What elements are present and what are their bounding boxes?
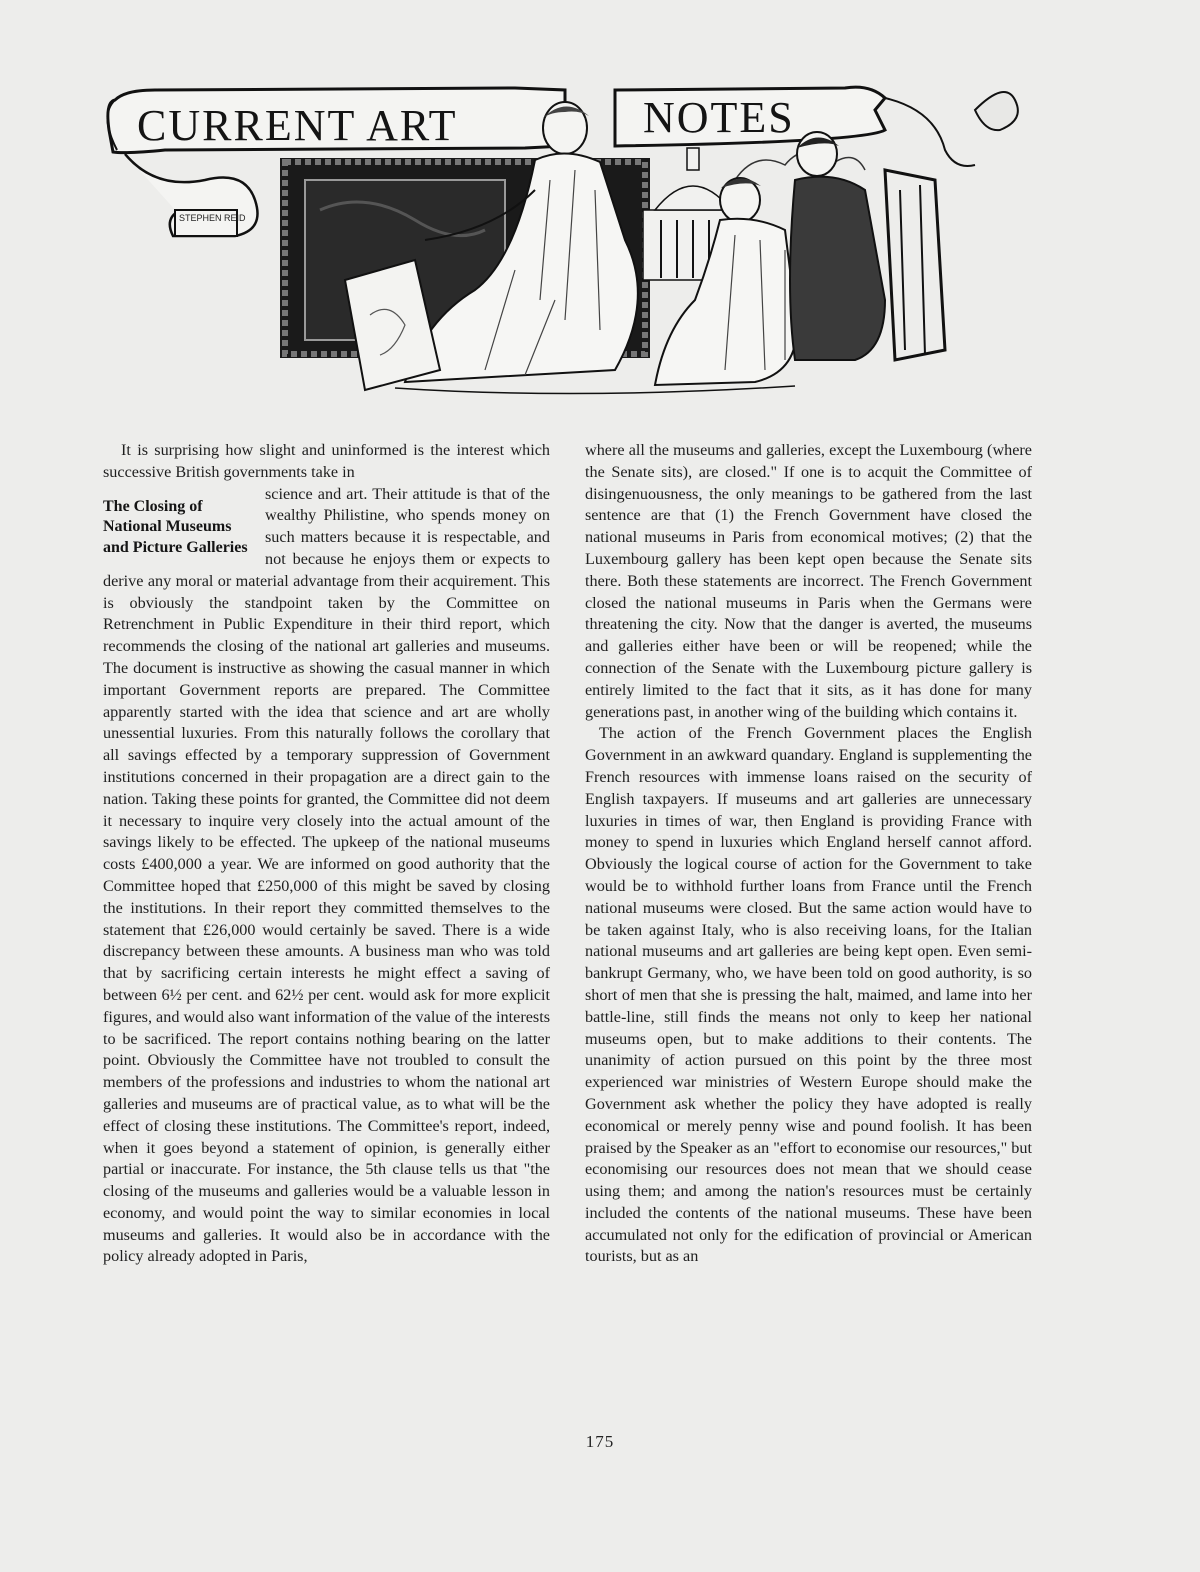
header-illustration [95,70,1055,410]
paragraph-continued: where all the museums and galleries, except the Luxembourg (where the Senate sits), are closed." If one is to acquit the Committee of disingenuousness, the only meanings to be gathered from the last sentence are that (1) the French Government have closed the national museums in Paris from economical motives; (2) that the Luxembourg gallery has been kept open because the Senate sits there. Both these statements are incorrect. The French Government closed the national museums in Paris when the Germans were threatening the city. Now that the danger is averted, the museums and galleries either have been or will be reopened; while the connection of the Senate with the Luxembourg picture gallery is entirely limited to the fact that it sits, as it has done for many generations past, in another wing of the building which contains it. [585,441,1032,721]
title-current-art: CURRENT ART [137,101,458,150]
paragraph-intro: It is surprising how slight and uninformed is the interest which successive British governments take in [103,441,550,481]
paragraph-body: science and art. Their attitude is that of the wealthy Philistine, who spends money on such matters because it is respectable, and not because he enjoys them or expects to derive any moral or material advantage from their acquirement. This is obviously the standpoint taken by the Committee on Retrenchment in Public Expenditure in their third report, which recommends the closing of the national art galleries and museums. The document is instructive as showing the casual manner in which important Government reports are prepared. The Committee apparently started with the idea that science and art are wholly unessential luxuries. From this naturally follows the corollary that all savings effected by a temporary suppression of Government institutions concerned in their propagation are a direct gain to the nation. Taking these points for granted, the Committee did not deem it necessary to inquire very closely into the actual amount of the savings likely to be effected. The upkeep of the national museums costs £400,000 a year. We are informed on good authority that the Committee hoped that £250,000 of this might be saved by closing the institutions. In their report they committed themselves to the statement that £26,000 would certainly be saved. There is a wide discrepancy between these amounts. A business man who was told that by sacrificing certain interests he might effect a saving of between 6½ per cent. and 62½ per cent. would ask for more explicit figures, and would also want information of the value of the interests to be sacrificed. The report contains nothing bearing on the latter point. Obviously the Committee have not troubled to consult the members of the professions and industries to whom the national art galleries and museums are of practical value, as to what will be the effect of closing these institutions. The Committee's report, indeed, when it goes beyond a statement of opinion, is generally either partial or inaccurate. For instance, the 5th clause tells us that "the closing of the museums and galleries would be a valuable lesson in economy, and would point the way to similar economies in local museums and galleries. It would also be in accordance with the policy already adopted in Paris, [103,484,550,1266]
artist-signature: STEPHEN REID [179,213,246,223]
bottom-flourish [395,386,795,394]
title-notes: NOTES [643,93,795,142]
page-number: 175 [585,1432,615,1451]
figure-at-easel [790,132,945,360]
left-column [103,440,550,1268]
right-column [585,440,1032,1268]
paragraph-french-government: The action of the French Government places the English Government in an awkward quandary. England is supplementing the French resources with immense loans raised on the security of English taxpayers. If museums and art galleries are unnecessary luxuries in times of war, then England is providing France with money to spend in luxuries which England herself cannot afford. Obviously the logical course of action for the Government to take would be to withhold further loans from France until the French national museums were closed. But the same action would have to be taken against Italy, who is also receiving loans, for the Italian national museums and art galleries are being kept open. Even semi-bankrupt Germany, who, we have been told on good authority, is so short of men that she is pressing the halt, maimed, and lame into her battle-line, still finds the means not only to keep her national museums open, but to make additions to their contents. The unanimity of action pursued on this point by the three most experienced war ministries of Western Europe should make the Government ask whether the policy they have adopted is really economical or merely penny wise and pound foolish. It has been praised by the Speaker as an "effort to economise our resources," but economising our resources does not mean that we should cease using them; and among the nation's resources must be certainly included the contents of the national museums. These have been accumulated not only for the edification of provincial or American tourists, but as an [585,724,1032,1266]
sidehead: The Closing of National Museums and Picture Galleries [103,497,248,556]
